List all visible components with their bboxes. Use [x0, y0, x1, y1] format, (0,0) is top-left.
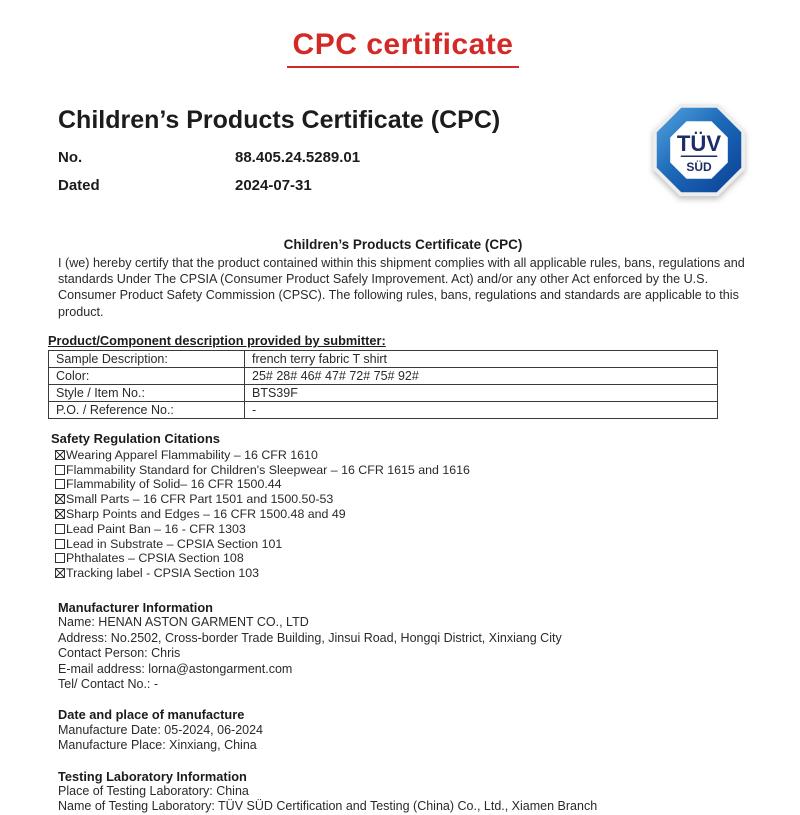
- testing-lab-section: [58, 769, 748, 815]
- citation-label: Lead in Substrate – CPSIA Section 101: [66, 536, 283, 551]
- citation-label: Small Parts – 16 CFR Part 1501 and 1500.50-53: [66, 492, 334, 507]
- manufacturer-section: [58, 600, 748, 692]
- product-desc-table: [48, 350, 718, 419]
- checkbox-icon: [55, 509, 65, 519]
- manufacturer-contact-line: Contact Person: Chris: [58, 646, 181, 661]
- checkbox-icon: [55, 553, 65, 563]
- manufacture-heading: Date and place of manufacture: [58, 707, 245, 723]
- table-row: [49, 401, 718, 418]
- manufacturer-tel-line: Tel/ Contact No.: -: [58, 677, 159, 692]
- checkbox-icon: [55, 465, 65, 475]
- manufacturer-heading: Manufacturer Information: [58, 599, 213, 615]
- testing-lab-place-line: Place of Testing Laboratory: China: [58, 784, 249, 799]
- testing-lab-heading: Testing Laboratory Information: [58, 768, 247, 784]
- table-row: [49, 384, 718, 401]
- manufacture-date-line: Manufacture Date: 05-2024, 06-2024: [58, 722, 263, 737]
- dated-value: 2024-07-31: [235, 177, 312, 194]
- checkbox-icon: [55, 494, 65, 504]
- safety-citation-list: [55, 448, 748, 581]
- manufacturer-name-line: Name: HENAN ASTON GARMENT CO., LTD: [58, 615, 309, 630]
- safety-citation-item: [55, 522, 748, 537]
- citation-label: Phthalates – CPSIA Section 108: [66, 551, 244, 566]
- row-label-cell: P.O. / Reference No.:: [49, 401, 245, 418]
- manufacture-section: [58, 707, 748, 753]
- testing-lab-name-line: Name of Testing Laboratory: TÜV SÜD Certification and Testing (China) Co., Ltd., Xiamen Branch: [58, 799, 598, 814]
- product-desc-heading: Product/Component description provided by submitter:: [48, 332, 386, 348]
- manufacturer-email-line: E-mail address: lorna@astongarment.com: [58, 661, 293, 676]
- row-label-cell: Style / Item No.:: [49, 384, 245, 401]
- page-title-red: CPC certificate: [287, 28, 520, 68]
- citation-label: Flammability of Solid– 16 CFR 1500.44: [66, 477, 282, 492]
- citation-label: Sharp Points and Edges – 16 CFR 1500.48 and 49: [66, 507, 346, 521]
- safety-citation-item: [55, 448, 748, 463]
- table-row: [49, 350, 718, 367]
- manufacture-place-line: Manufacture Place: Xinxiang, China: [58, 738, 257, 753]
- no-value: 88.405.24.5289.01: [235, 149, 361, 166]
- citation-label: Tracking label - CPSIA Section 103: [66, 566, 260, 581]
- cert-section-title: Children’s Products Certificate (CPC): [283, 237, 523, 252]
- checkbox-icon: [55, 524, 65, 534]
- logo-text-sud: SÜD: [686, 160, 712, 175]
- row-label-cell: Sample Description:: [49, 350, 245, 367]
- row-value-cell: 25# 28# 46# 47# 72# 75# 92#: [245, 367, 718, 384]
- checkbox-icon: [55, 450, 65, 460]
- safety-heading: Safety Regulation Citations: [51, 430, 221, 446]
- certificate-number-row: [58, 149, 748, 166]
- table-row: [49, 367, 718, 384]
- safety-citation-item: [55, 507, 748, 522]
- safety-citation-item: [55, 537, 748, 552]
- citation-label: Flammability Standard for Children's Sleepwear – 16 CFR 1615 and 1616: [66, 462, 470, 477]
- red-title-wrap: [58, 0, 748, 68]
- row-value-cell: BTS39F: [245, 384, 718, 401]
- manufacturer-address-line: Address: No.2502, Cross-border Trade Building, Jinsui Road, Hongqi District, Xinxiang City: [58, 630, 562, 645]
- row-label-cell: Color:: [49, 367, 245, 384]
- checkbox-icon: [55, 479, 65, 489]
- tuv-sud-logo-icon: [651, 102, 747, 198]
- cert-body-text: I (we) hereby certify that the product contained within this shipment complies with all applicable rules, bans, regulations and standards Under The CPSIA (Consumer Product Safely Improvement. Act) and/or any other Act enforced by the U.S. Consumer Product Safety Commission (CPSC). The following rules, bans, regulations and standards are applicable to this product.: [58, 256, 745, 319]
- checkbox-icon: [55, 539, 65, 549]
- citation-label: Wearing Apparel Flammability – 16 CFR 1610: [66, 447, 318, 462]
- certificate-date-row: [58, 177, 748, 194]
- logo-text-tuv: TÜV: [676, 130, 722, 156]
- row-value-cell: -: [245, 401, 718, 418]
- citation-label: Lead Paint Ban – 16 - CFR 1303: [66, 521, 246, 536]
- safety-citation-item: [55, 566, 748, 581]
- tuv-sud-octagon-icon: [651, 102, 747, 198]
- safety-citation-item: [55, 463, 748, 478]
- safety-citation-item: [55, 492, 748, 507]
- checkbox-icon: [55, 568, 65, 578]
- dated-label: Dated: [58, 177, 100, 194]
- main-title: Children’s Products Certificate (CPC): [58, 106, 501, 134]
- safety-citation-item: [55, 477, 748, 492]
- safety-citation-item: [55, 551, 748, 566]
- row-value-cell: french terry fabric T shirt: [245, 350, 718, 367]
- no-label: No.: [58, 149, 83, 166]
